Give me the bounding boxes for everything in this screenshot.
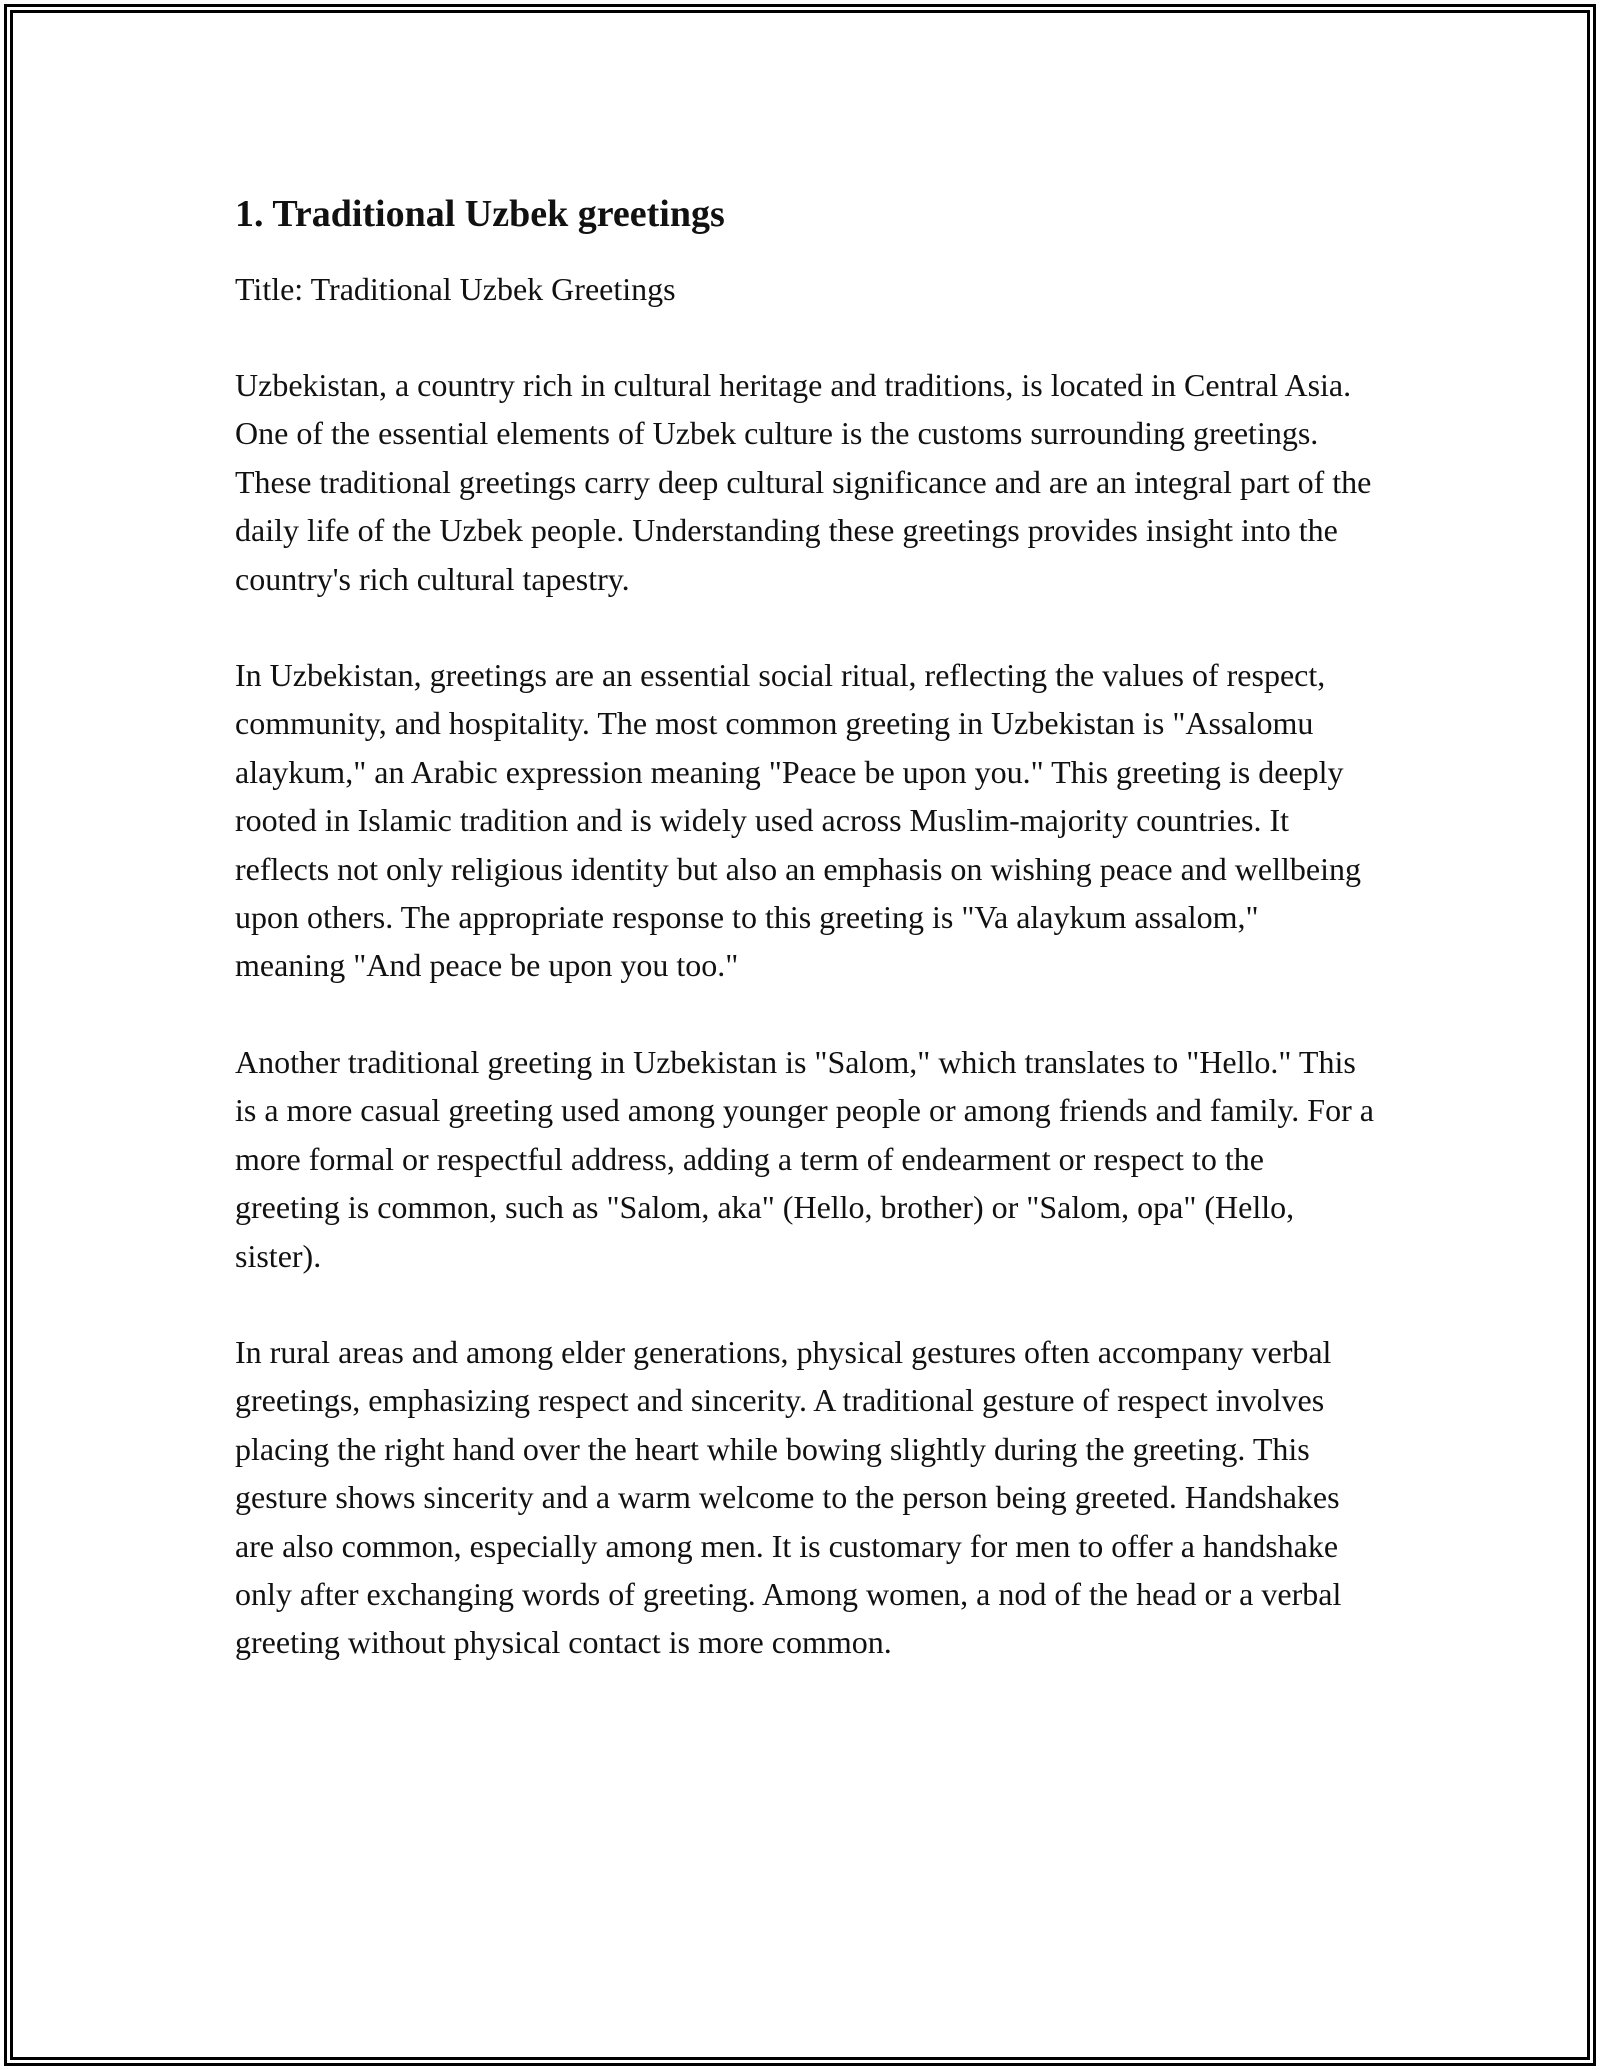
document-body: [235, 185, 1375, 1715]
paragraph-salom: Another traditional greeting in Uzbekistan is "Salom," which translates to "Hello." This is a more casual greeting used among younger people or among friends and family. For a more formal or respectful address, adding a term of endearment or respect to the greeting is common, such as "Salom, aka" (Hello, brother) or "Salom, opa" (Hello, sister).: [235, 1043, 1374, 1274]
paragraph-gestures: In rural areas and among elder generations, physical gestures often accompany verbal greetings, emphasizing respect and sincerity. A traditional gesture of respect involves placing the right hand over the heart while bowing slightly during the greeting. This gesture shows sincerity and a warm welcome to the person being greeted. Handshakes are also common, especially among men. It is customary for men to offer a handshake only after exchanging words of greeting. Among women, a nod of the head or a verbal greeting without physical contact is more common.: [235, 1333, 1342, 1661]
section-heading: 1. Traditional Uzbek greetings: [235, 193, 725, 235]
paragraph-intro: Uzbekistan, a country rich in cultural heritage and traditions, is located in Central Asia. One of the essential elements of Uzbek culture is the customs surrounding greetings. These traditional greetings carry deep cultural significance and are an integral part of the daily life of the Uzbek people. Understanding these greetings provides insight into the country's rich cultural tapestry.: [235, 367, 1372, 597]
title-line: Title: Traditional Uzbek Greetings: [235, 271, 676, 307]
paragraph-assalomu-alaykum: In Uzbekistan, greetings are an essential social ritual, reflecting the values of respect, community, and hospitality. The most common greeting in Uzbekistan is "Assalomu alaykum," an Arabic expression meaning "Peace be upon you." This greeting is deeply rooted in Islamic tradition and is widely used across Muslim-majority countries. It reflects not only religious identity but also an emphasis on wishing peace and wellbeing upon others. The appropriate response to this greeting is "Va alaykum assalom," meaning "And peace be upon you too.": [235, 657, 1361, 984]
